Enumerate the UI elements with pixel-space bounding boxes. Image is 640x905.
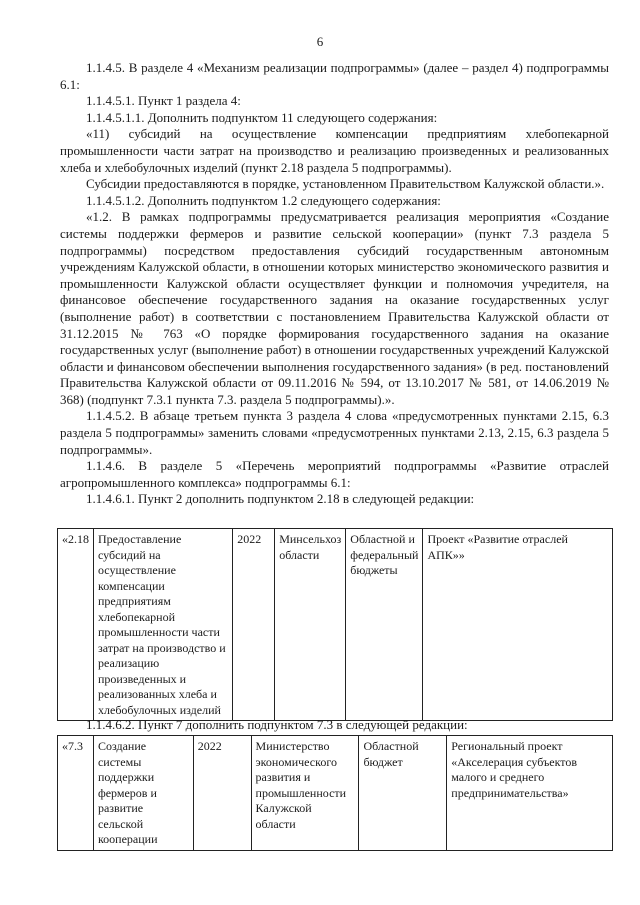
table-subitem-2-18 — [57, 528, 613, 721]
cell-year: 2022 — [193, 736, 251, 851]
cell-executor: Министерство экономического развития и промышленности Калужской области — [251, 736, 359, 851]
cell-measure-name: Предоставление субсидий на осуществление компенсации предприятиям хлебопекарной промышленности части затрат на производство и реализацию произведенных и реализованных хлеба и хлебобулочных изделий — [94, 529, 233, 721]
cell-project: Региональный проект «Акселерация субъектов малого и среднего предпринимательства» — [447, 736, 613, 851]
paragraph-9: 1.1.4.6. В разделе 5 «Перечень мероприятий подпрограммы «Развитие отраслей агропромышленного комплекса» подпрограммы 6.1: — [60, 458, 609, 490]
table-subitem-7-3 — [57, 735, 613, 851]
cell-project: Проект «Развитие отраслей АПК»» — [423, 529, 613, 721]
table-row — [58, 529, 613, 721]
paragraph-2: 1.1.4.5.1. Пункт 1 раздела 4: — [86, 93, 241, 109]
cell-number: «2.18 — [58, 529, 94, 721]
paragraph-5: Субсидии предоставляются в порядке, установленном Правительством Калужской области.». — [86, 176, 605, 192]
table1-caption: 1.1.4.6.1. Пункт 2 дополнить подпунктом 2.18 в следующей редакции: — [86, 491, 475, 507]
table2-caption: 1.1.4.6.2. Пункт 7 дополнить подпунктом 7.3 в следующей редакции: — [86, 717, 468, 732]
cell-number: «7.3 — [58, 736, 94, 851]
paragraph-8: 1.1.4.5.2. В абзаце третьем пункта 3 раздела 4 слова «предусмотренных пунктами 2.15, 6.3 раздела 5 подпрограммы» заменить словами «предусмотренных пунктами 2.13, 2.15, 6.3 раздела 5 подпрограммы». — [60, 408, 609, 457]
paragraph-4: «11) субсидий на осуществление компенсации предприятиям хлебопекарной промышленности части затрат на производство и реализацию произведенных и реализованных хлеба и хлебобулочных изделий (пункт 2.18 раздела 5 подпрограммы). — [60, 126, 609, 175]
cell-budget: Областной и федеральный бюджеты — [346, 529, 423, 721]
table-row — [58, 736, 613, 851]
page-number: 6 — [316, 34, 324, 49]
cell-budget: Областной бюджет — [359, 736, 447, 851]
cell-measure-name: Создание системы поддержки фермеров и развитие сельской кооперации — [93, 736, 193, 851]
paragraph-7: «1.2. В рамках подпрограммы предусматривается реализация мероприятия «Создание системы поддержки фермеров и развитие сельской кооперации» (пункт 7.3 раздела 5 подпрограммы) посредством предоставления субсидий государственным автономным учреждениям Калужской области, в отношении которых министерство экономического развития и промышленности Калужской области осуществляет функции и полномочия учредителя, на финансовое обеспечение государственного задания на оказание государственных услуг (выполнение работ) в соответствии с постановлением Правительства Калужской области от 31.12.2015 № 763 «О порядке формирования государственного задания на оказание государственных услуг (выполнение работ) в отношении государственных учреждений Калужской области и финансовом обеспечении выполнения государственного задания» (в ред. постановлений Правительства Калужской области от 09.11.2016 № 594, от 13.10.2017 № 581, от 14.06.2019 № 368) (подпункт 7.3.1 пункта 7.3. раздела 5 подпрограммы).». — [60, 209, 609, 407]
cell-year: 2022 — [233, 529, 275, 721]
document-body — [60, 60, 609, 508]
cell-executor: Минсельхоз области — [275, 529, 346, 721]
paragraph-6: 1.1.4.5.1.2. Дополнить подпунктом 1.2 следующего содержания: — [86, 192, 441, 208]
paragraph-1: 1.1.4.5. В разделе 4 «Механизм реализации подпрограммы» (далее – раздел 4) подпрограммы 6.1: — [60, 60, 609, 92]
paragraph-3: 1.1.4.5.1.1. Дополнить подпунктом 11 следующего содержания: — [86, 109, 438, 125]
table2-caption-block — [60, 717, 609, 734]
